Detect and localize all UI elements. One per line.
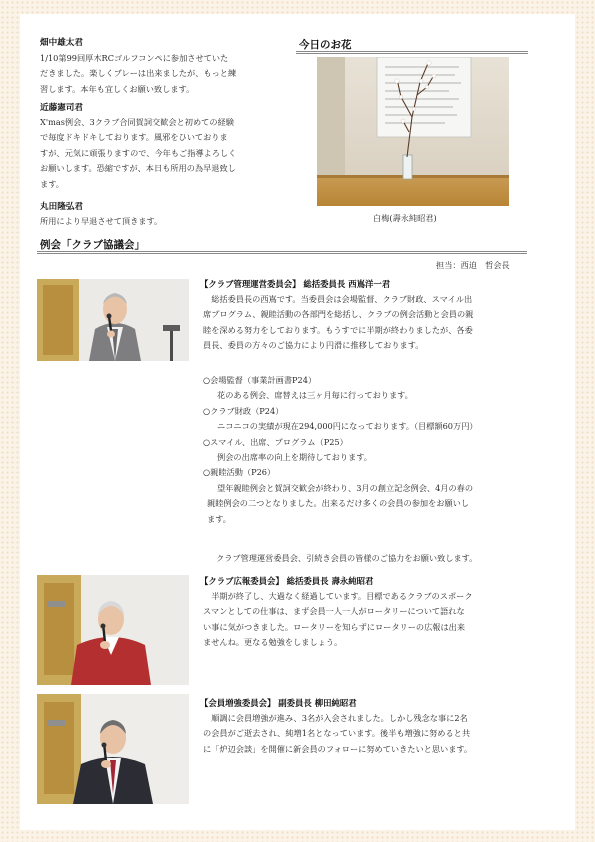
comment-line: 所用により早退させて頂きます。 bbox=[40, 216, 163, 226]
body-line: ませんね。更なる勉強をしましょう。 bbox=[203, 637, 343, 648]
reikai-section-title: 例会「クラブ協議会」 bbox=[40, 239, 145, 251]
comment-line: ます。 bbox=[40, 178, 64, 189]
committee-body-management bbox=[203, 292, 533, 354]
item-text: 親睦例会の二つとなりました。出来るだけ多くの会員の参加をお願いし bbox=[207, 498, 470, 509]
item-heading: ○スマイル、出席、プログラム（P25） bbox=[203, 436, 348, 447]
comment-kondo bbox=[40, 115, 236, 192]
committee-body-membership bbox=[203, 711, 533, 757]
comment-line: で毎度ドキドキしております。風邪をひいておりま bbox=[40, 132, 228, 143]
speaker-photo-yanagida bbox=[37, 694, 189, 804]
speaker-photo-jyunaga bbox=[37, 575, 189, 685]
committee-title-membership: 【会員増強委員会】 副委員長 柳田純昭君 bbox=[200, 698, 357, 708]
flower-section-title: 今日のお花 bbox=[299, 39, 352, 51]
body-line: 員長、委員の方々のご協力により円滑に推移しております。 bbox=[203, 340, 424, 351]
reikai-title-rule bbox=[37, 251, 527, 254]
body-line: 半期が終了し、大過なく経過しています。目標であるクラブのスポーク bbox=[211, 591, 473, 601]
member-name-maruta: 丸田隆弘君 bbox=[40, 202, 83, 212]
management-item-list bbox=[203, 373, 533, 527]
item-text: ます。 bbox=[207, 513, 231, 524]
item-heading: ○親睦活動（P26） bbox=[203, 467, 276, 478]
comment-line: X'mas例会、3クラブ合同賀詞交歓会と初めての経験 bbox=[40, 117, 234, 127]
item-text: 望年親睦例会と賀詞交歓会が終わり、3月の創立記念例会、4月の春の bbox=[217, 482, 474, 493]
body-line: の会員がご逝去され、純増1名となっています。後半も増強に努めると共 bbox=[203, 728, 471, 739]
flower-title-rule bbox=[296, 51, 528, 54]
comment-line: 1/10第99回厚木RCゴルフコンペに参加させていた bbox=[40, 53, 229, 63]
item-heading: ○会場監督（事業計画書P24） bbox=[203, 375, 317, 385]
body-line: 順調に会員増強が進み、3名が入会されました。しかし残念な事に2名 bbox=[211, 713, 468, 723]
body-line: 席プログラム、親睦活動の各部門を総括し、クラブの例会活動と会員の親 bbox=[203, 309, 474, 320]
body-line: スマンとしての仕事は、まず会員一人一人がロータリーについて語れな bbox=[203, 606, 465, 617]
item-text: ニコニコの実績が現在294,000円になっております。（目標額60万円） bbox=[217, 421, 478, 432]
comment-line: だきました。楽しくプレーは出来ましたが、もっと練 bbox=[40, 68, 237, 79]
committee-title-pr: 【クラブ広報委員会】 総括委員長 壽永純昭君 bbox=[200, 576, 374, 586]
comment-line: お願いします。恐縮ですが、本日も所用の為早退致し bbox=[40, 163, 236, 174]
comment-maruta bbox=[40, 214, 162, 229]
flower-photo bbox=[317, 57, 509, 206]
committee-title-management: 【クラブ管理運営委員会】 総括委員長 西嶌洋一君 bbox=[200, 279, 391, 289]
management-closing: クラブ管理運営委員会、引続き会員の皆様のご協力をお願い致します。 bbox=[216, 553, 478, 563]
comment-line: すが、元気に頑張りますので、今年もご指導よろしく bbox=[40, 147, 237, 158]
flower-caption: 白梅(壽永純昭君) bbox=[373, 213, 437, 223]
body-line: 睦を深める努力をしております。もうすでに半期が終わりましたが、各委 bbox=[203, 324, 473, 335]
item-text: 花のある例会、席替えは三ヶ月毎に行っております。 bbox=[217, 390, 413, 401]
body-line: に「炉辺会談」を開催に新会員のフォローに努めていきたいと思います。 bbox=[203, 743, 473, 754]
body-line: 総括委員長の西嶌です。当委員会は会場監督、クラブ財政、スマイル出 bbox=[211, 294, 473, 304]
committee-body-pr bbox=[203, 589, 533, 651]
member-name-hatanaka: 畑中雄太君 bbox=[40, 38, 83, 48]
reikai-charge: 担当：西迫 哲会長 bbox=[436, 260, 510, 270]
item-heading: ○クラブ財政（P24） bbox=[203, 405, 284, 416]
member-name-kondo: 近藤憲司君 bbox=[40, 103, 83, 113]
item-text: 例会の出席率の向上を期待しております。 bbox=[217, 452, 372, 463]
body-line: い事に気がつきました。ロータリーを知らずにロータリーの広報は出来 bbox=[203, 621, 466, 632]
comment-hatanaka bbox=[40, 51, 236, 97]
comment-line: 習します。本年も宜しくお願い致します。 bbox=[40, 83, 195, 94]
speaker-photo-nishijima bbox=[37, 279, 189, 361]
